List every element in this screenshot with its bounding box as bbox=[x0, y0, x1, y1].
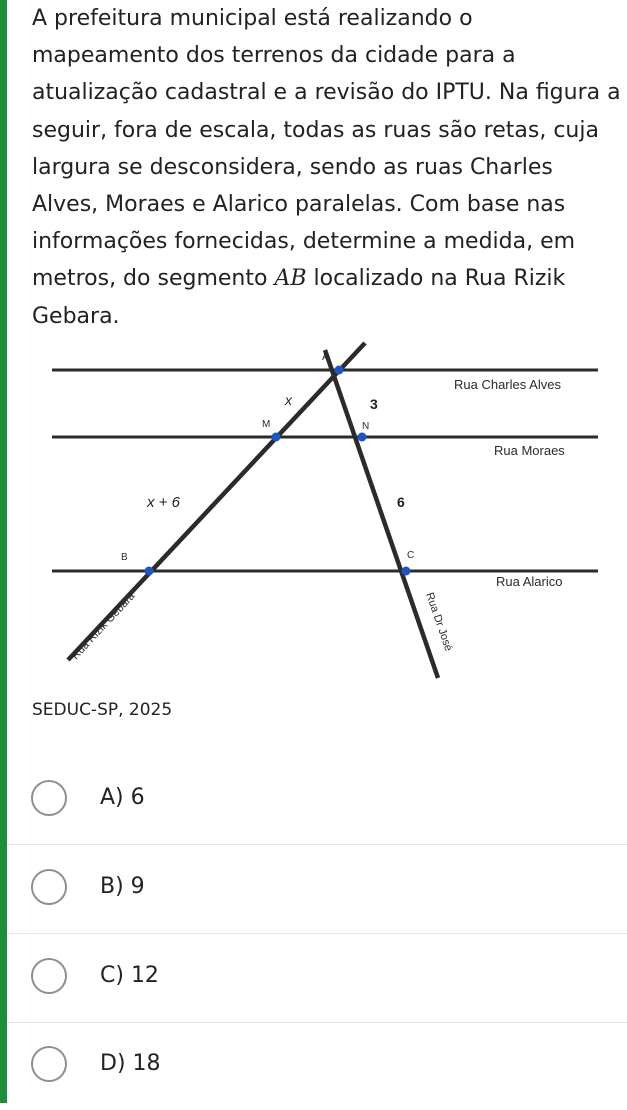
radio-circle-icon[interactable] bbox=[31, 958, 67, 994]
point-b bbox=[145, 567, 154, 576]
label-c: C bbox=[407, 550, 415, 561]
measure-am: x bbox=[285, 392, 292, 408]
source-citation: SEDUC-SP, 2025 bbox=[32, 700, 173, 720]
point-a bbox=[335, 366, 344, 375]
label-n: N bbox=[362, 421, 370, 432]
option-label: D) 18 bbox=[100, 1051, 161, 1076]
name-alarico: Rua Alarico bbox=[496, 574, 563, 589]
point-m bbox=[272, 433, 281, 442]
label-b: B bbox=[121, 552, 128, 563]
option-d[interactable] bbox=[7, 1022, 627, 1110]
radio-circle-icon[interactable] bbox=[31, 869, 67, 905]
radio-circle-icon[interactable] bbox=[31, 780, 67, 816]
question-text-after: localizado na Rua Rizik Gebara. bbox=[32, 266, 566, 329]
option-a[interactable] bbox=[7, 756, 627, 845]
label-a: A bbox=[322, 352, 329, 363]
option-label: C) 12 bbox=[100, 963, 159, 988]
option-b[interactable] bbox=[7, 845, 627, 934]
option-label: A) 6 bbox=[100, 785, 145, 810]
option-c[interactable] bbox=[7, 934, 627, 1023]
name-dr-jose: Rua Dr José bbox=[423, 591, 455, 653]
street-dr-jose bbox=[325, 350, 438, 678]
option-label: B) 9 bbox=[100, 874, 145, 899]
radio-circle-icon[interactable] bbox=[31, 1046, 67, 1082]
point-c bbox=[402, 567, 411, 576]
name-moraes: Rua Moraes bbox=[494, 443, 565, 458]
name-charles-alves: Rua Charles Alves bbox=[454, 377, 561, 392]
name-rizik-gebara: Rua Rizik Gebara bbox=[69, 590, 138, 663]
measure-nc: 6 bbox=[397, 494, 405, 510]
measure-mb: x + 6 bbox=[147, 494, 180, 511]
street-diagram bbox=[0, 338, 627, 683]
label-m: M bbox=[262, 419, 271, 430]
question-text-before: A prefeitura municipal está realizando o mapeamento dos terrenos da cidade para a atualização cadastral e a revisão do IPTU. Na figura a seguir, fora de escala, todas as ruas são retas, cuja largura se desconsidera, sendo as ruas Charles Alves, Moraes e Alarico paralelas. Com base nas informações fornecidas, determine a medida, em metros, do segmento bbox=[32, 6, 621, 292]
segment-label: AB bbox=[274, 266, 307, 292]
measure-an: 3 bbox=[370, 396, 378, 412]
point-n bbox=[358, 433, 367, 442]
question-text bbox=[32, 0, 622, 335]
